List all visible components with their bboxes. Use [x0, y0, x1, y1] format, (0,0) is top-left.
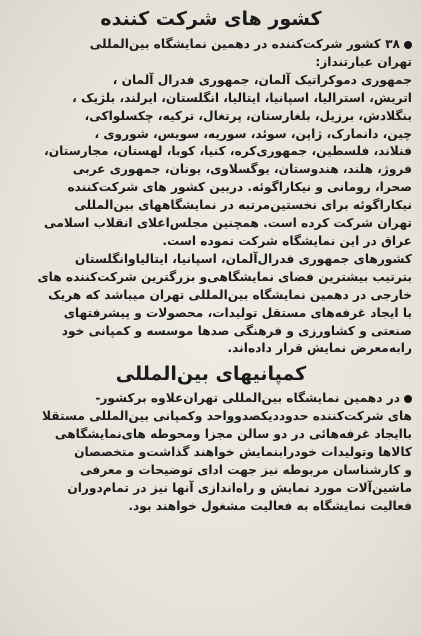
- text-line: خارجی در دهمین نمایشگاه بین‌المللی تهران میباشد که هریک: [48, 287, 412, 302]
- bullet-icon: [404, 41, 412, 49]
- text-line: فروژ، هلند، هندوستان، یوگسلاوی، یونان، جمهوری عربی: [72, 162, 412, 177]
- section-body-participating-countries: [10, 36, 412, 358]
- text-line: [10, 36, 412, 54]
- text-line: [10, 390, 412, 408]
- bullet-icon: [404, 395, 412, 403]
- text-line: های شرکت‌کننده حدود‌دیکصدوواحد وکمپانی بین‌المللی مستقلا: [42, 409, 412, 424]
- text-line: بترتیب بیشترین فضای نمایشگاهی‌و بزرگترین شرکت‌کننده های: [37, 269, 412, 284]
- text-line: اتریش، استرالیا، اسپانیا، ایتالیا، انگلستان، ایرلند، بلژیک ،: [72, 90, 412, 105]
- text-line-content: ۳۸ کشور شرکت‌کننده در دهمین نمایشگاه بین‌المللی: [89, 37, 400, 51]
- text-line: کشورهای جمهوری فدرال‌آلمان، اسپانیا، ایتالیاوانگلستان: [74, 251, 412, 266]
- section-body-international-companies: [10, 390, 412, 515]
- text-line: نیکاراگوئه برای نخستین‌مرتبه در نمایشگاههای بین‌المللی: [74, 198, 412, 213]
- text-line: با ایجاد غرفه‌های مستقل تولیدات، محصولات و پیشرفتهای: [63, 305, 412, 320]
- text-line: بنگلادش، برزیل، بلغارستان، پرتغال، ترکیه، چکسلواکی،: [84, 108, 412, 123]
- text-line: چین، دانمارک، ژاپن، سوئد، سوریه، سویس، شوروی ،: [94, 126, 412, 141]
- text-line: فنلاند، فلسطین، جمهوری‌کره، کنیا، کوبا، لهستان، مجارستان،: [44, 144, 412, 159]
- text-line: جمهوری دموکراتیک آلمان، جمهوری فدرال آلمان ،: [112, 72, 412, 87]
- text-line: رابه‌معرض نمایش قرار داده‌اند.: [227, 341, 412, 356]
- text-line: صنعتی و کشاورزی و فرهنگی صدها موسسه و کمپانی خود: [61, 323, 412, 338]
- text-line: صحرا، رومانی و نیکاراگوئه. دربین کشور های شرکت‌کننده: [67, 180, 412, 195]
- text-line: تهران عبارتنداز:: [315, 54, 412, 69]
- text-line: عراق در این نمایشگاه شرکت نموده است.: [162, 233, 412, 248]
- text-line: و کارشناسان مربوطه نیز جهت ادای توضیحات و معرفی: [79, 462, 412, 477]
- section-title-international-companies: کمپانیهای بین‌المللی: [115, 363, 307, 386]
- text-line: ماشین‌آلات مورد نمایش و راه‌اندازی آنها نیز در تمام‌دوران: [67, 480, 412, 495]
- text-line: فعالیت نمایشگاه به فعالیت مشغول خواهند بود.: [128, 498, 412, 513]
- text-line: باایجاد غرفه‌هائی در دو سالن مجزا ومحوطه های‌نمایشگاهی: [54, 427, 412, 442]
- section-title-participating-countries: کشور های شرکت کننده: [100, 8, 322, 30]
- text-line: کالاها وتولیدات خودرابنمایش خواهند گذاشت‌و متخصصان: [74, 445, 412, 460]
- text-line-content: در دهمین نمایشگاه بین‌المللی تهران‌علاوه برکشور-: [95, 391, 400, 406]
- text-line: تهران شرکت کرده است. همچنین مجلس‌اعلای انقلاب اسلامی: [44, 216, 412, 231]
